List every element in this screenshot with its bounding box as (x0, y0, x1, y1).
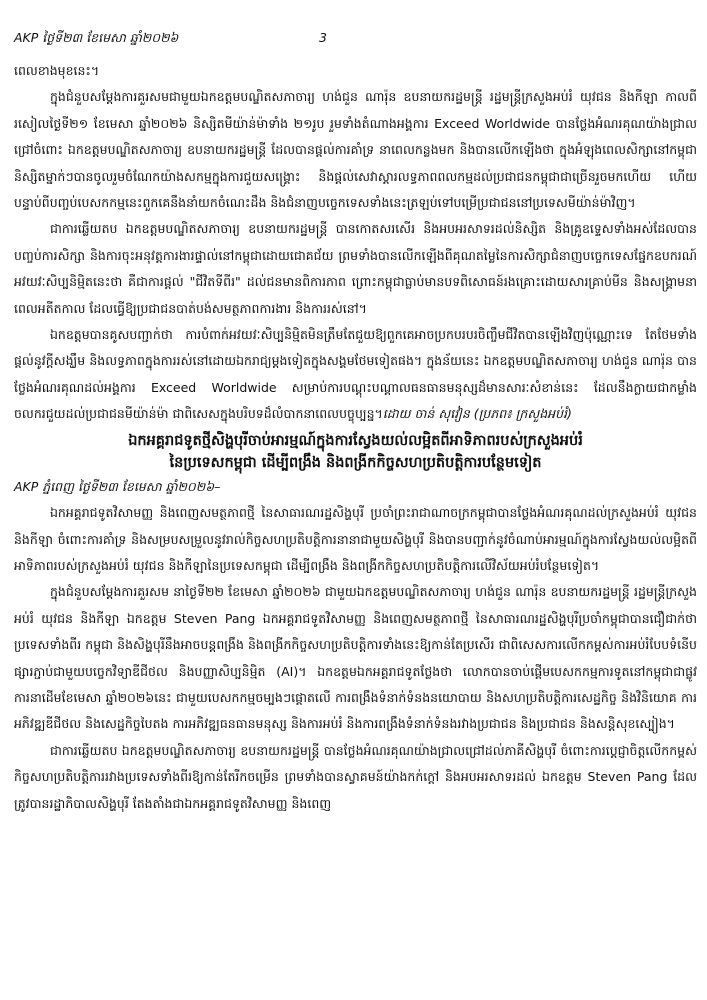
article1-paragraph-2: ជាការឆ្លើយតប ឯកឧត្ដមបណ្ឌិតសភាចារ្យ ឧបនាយករដ្ឋមន្ដ្រី បានកោតសរសើរ និងអបអរសាទរដល់និស្សិត និងគ្រូឧទ្ទេសទាំងអស់ដែលបានបញ្ចប់ការសិក្សា និងការចុះអនុវត្តការងារផ្ទាល់នៅកម្ពុជាដោយជោគជ័យ ព្រមទាំងបានលើកឡើងពីគុណតម្លៃនៃការសិក្សាជំនាញបច្ចេកទេសផ្នែកឧបករណ៍អវយវៈសិប្បនិម្មិតនេះថា គឺជាការផ្ដល់ "ជីវិតទីពីរ" ដល់ជនមានពិការភាព ព្រោះកម្ពុជាធ្លាប់មានបទពិសោធន៍រងគ្រោះដោយសារគ្រាប់មីន និងសង្គ្រាមនាពេលអតីតកាល ដែលធ្វើឱ្យប្រជាជនបាត់បង់សមត្ថភាពការងារ និងការរស់នៅ។ (14, 221, 697, 316)
article1-lead: ពេលខាងមុខនេះ។ (14, 63, 100, 78)
article1-paragraph-3 (14, 322, 697, 428)
article2-headline-line-1: ឯកអគ្គរាជទូតថ្មីសិង្ហបុរីចាប់អារម្មណ៍ក្នុងការស្វែងយល់លម្អិតពីអាទិភាពរបស់ក្រសួងអប់រំ (128, 432, 583, 449)
article1-paragraph-1: ក្នុងជំនួបសម្ដែងការគួរសមជាមួយឯកឧត្ដមបណ្ឌិតសភាចារ្យ ហង់ជួន ណារ៉ុន ឧបនាយករដ្ឋមន្ដ្រី រដ្ឋមន្ដ្រីក្រសួងអប់រំ យុវជន និងកីឡា កាលពីរសៀលថ្ងៃទី២១ ខែមេសា ឆ្នាំ២០២៦ និស្សិតមីយ៉ាន់ម៉ាទាំង ២១រូប រួមទាំងតំណាងអង្គការ Exceed Worldwide បានថ្លែងអំណរគុណយ៉ាងជ្រាលជ្រៅចំពោះ ឯកឧត្ដមបណ្ឌិតសភាចារ្យ ឧបនាយករដ្ឋមន្ដ្រី ដែលបានផ្ដល់ការគាំទ្រ នាពេលកន្លងមក និងបានលើកឡើងថា ក្នុងអំឡុងពេលសិក្សានៅកម្ពុជានិស្សិតម្នាក់ៗបានចូលរួមចំណែកយ៉ាងសកម្មក្នុងការជួយសង្គ្រោះ និងផ្ដល់សេវាស្ដារលទ្ធភាពពលកម្មដល់ប្រជាជនកម្ពុជាជាច្រើនរួចមកហើយ ហើយបន្ទាប់ពីបញ្ចប់បេសកកម្មនេះពួកគេនឹងនាំយកចំណេះដឹង និងជំនាញបច្ចេកទេសទាំងនេះត្រឡប់ទៅបម្រើប្រជាជននៅប្រទេសមីយ៉ាន់ម៉ាវិញ។ (14, 89, 697, 211)
article2-dateline: AKP ភ្នំពេញ ថ្ងៃទី២៣ ខែមេសា ឆ្នាំ២០២៦– (14, 478, 221, 494)
article1-paragraph-3-text: ឯកឧត្ដមបានគូសបញ្ជាក់ថា ការបំពាក់អវយវៈសិប្បនិម្មិតមិនត្រឹមតែជួយឱ្យពួកគេអាចប្រកបរបរចិញ្ចឹមជីវិតបានឡើងវិញប៉ុណ្ណោះទេ តែថែមទាំងផ្ដល់នូវក្ដីសង្ឃឹម និងលទ្ធភាពក្នុងការរស់នៅដោយឯករាជ្យម្ដងទៀតក្នុងសង្គមថែមទៀតផង។ ក្នុងន័យនេះ ឯកឧត្ដមបណ្ឌិតសភាចារ្យ ហង់ជួន ណារ៉ុន បានថ្លែងអំណរគុណដល់អង្គការ Exceed Worldwide សម្រាប់ការបណ្ដុះបណ្ដាលធនធានមនុស្សដ៏មានសារៈសំខាន់នេះ ដែលនឹងក្លាយជាកម្លាំងចលករជួយដល់ប្រជាជនមីយ៉ាន់ម៉ា ជាពិសេសក្នុងបរិបទដ៏លំបាកនាពេលបច្ចុប្បន្ន។ (14, 327, 697, 422)
page-header (14, 30, 693, 50)
article2-paragraph-1: ឯកអគ្គរាជទូតវិសាមញ្ញ និងពេញសមត្ថភាពថ្មី នៃសាធារណរដ្ឋសិង្ហបុរី ប្រចាំព្រះរាជាណាចក្រកម្ពុជាបានថ្លែងអំណរគុណដល់ក្រសួងអប់រំ យុវជន និងកីឡា ចំពោះការគាំទ្រ និងសម្របសម្រួលនូវរាល់កិច្ចសហប្រតិបត្តិការនានាជាមួយសិង្ហបុរី និងបានបញ្ជាក់នូវចំណាប់អារម្មណ៍ក្នុងការស្វែងយល់លម្អិតពីអាទិភាពរបស់ក្រសួងអប់រំ យុវជន និងកីឡានៃប្រទេសកម្ពុជា ដើម្បីពង្រឹង និងពង្រីកកិច្ចសហប្រតិបត្តិការលើវិស័យអប់រំបន្ថែមទៀត។ (14, 505, 697, 573)
document-body (14, 58, 697, 817)
article2-headline (14, 428, 697, 474)
article1-credit: ដោយ ចាន់ សុវៀន (ប្រភព៖ ក្រសួងអប់រំ) (382, 406, 572, 422)
article2-headline-line-2: នៃប្រទេសកម្ពុជា ដើម្បីពង្រឹង និងពង្រីកកិច្ចសហប្រតិបត្តិការបន្ថែមទៀត (169, 454, 542, 471)
header-dateline: AKP ថ្ងៃទី២៣ ខែមេសា ឆ្នាំ២០២៦ (14, 30, 179, 45)
article2-paragraph-3: ជាការឆ្លើយតប ឯកឧត្ដមបណ្ឌិតសភាចារ្យ ឧបនាយករដ្ឋមន្ដ្រី បានថ្លែងអំណរគុណយ៉ាងជ្រាលជ្រៅដល់ភាគីសិង្ហបុរី ចំពោះការប្ដេជ្ញាចិត្តលើកកម្ពស់កិច្ចសហប្រតិបត្តិការរវាងប្រទេសទាំងពីរឱ្យកាន់តែរីកចម្រើន ព្រមទាំងបានស្វាគមន៍យ៉ាងកក់ក្ដៅ និងអបអរសាទរដល់ ឯកឧត្ដម Steven Pang ដែលត្រូវបានរដ្ឋាភិបាលសិង្ហបុរី តែងតាំងជាឯកអគ្គរាជទូតវិសាមញ្ញ និងពេញ (14, 742, 697, 811)
page-number: 3 (319, 30, 327, 45)
article2-paragraph-2: ក្នុងជំនួបសម្ដែងការគួរសម នាថ្ងៃទី២២ ខែមេសា ឆ្នាំ២០២៦ ជាមួយឯកឧត្ដមបណ្ឌិតសភាចារ្យ ហង់ជួន ណារ៉ុន ឧបនាយករដ្ឋមន្ដ្រី រដ្ឋមន្ដ្រីក្រសួងអប់រំ យុវជន និងកីឡា ឯកឧត្ដម Steven Pang ឯកអគ្គរាជទូតវិសាមញ្ញ និងពេញសមត្ថភាពថ្មី នៃសាធារណរដ្ឋសិង្ហបុរីប្រចាំកម្ពុជាបានជឿជាក់ថា ប្រទេសទាំងពីរ កម្ពុជា និងសិង្ហបុរីនឹងអាចបន្តពង្រឹង និងពង្រីកកិច្ចសហប្រតិបត្តិការទាំងនេះឱ្យកាន់តែប្រសើរ ជាពិសេសការលើកកម្ពស់ការអប់រំបែបទំនើបផ្សារភ្ជាប់ជាមួយបច្ចេកវិទ្យាឌីជីថល និងបញ្ញាសិប្បនិម្មិត (AI)។ ឯកឧត្ដមឯកអគ្គរាជទូតថ្លែងថា លោកបានចាប់ផ្ដើមបេសកកម្មការទូតនៅកម្ពុជាជាផ្លូវការនាដើមខែមេសា ឆ្នាំ២០២៦នេះ ជាមួយបេសកកម្មចម្បងៗផ្ដោតលើ ការពង្រឹងទំនាក់ទំនងនយោបាយ និងសហប្រតិបត្តិការសេដ្ឋកិច្ច និងវិនិយោគ ការអភិវឌ្ឍឌីជីថល និងសេដ្ឋកិច្ចបៃតង ការអភិវឌ្ឍធនធានមនុស្ស និងការអប់រំ និងការពង្រឹងទំនាក់ទំនងរវាងប្រជាជន និងប្រជាជន និងសន្តិសុខស្បៀង។ (14, 584, 697, 732)
